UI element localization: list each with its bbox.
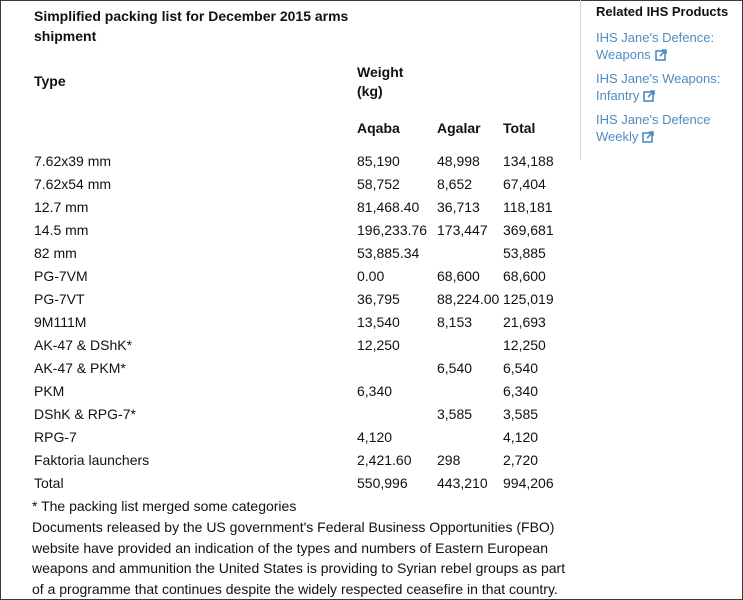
cell-agalar: 88,224.00 xyxy=(437,291,500,307)
table-row xyxy=(22,311,582,334)
cell-total: 3,585 xyxy=(503,406,539,422)
cell-type: 9M111M xyxy=(34,314,87,330)
external-link-icon xyxy=(642,131,654,148)
table-row xyxy=(22,449,582,472)
table-row xyxy=(22,403,582,426)
cell-total: 6,540 xyxy=(503,360,539,376)
cell-type: AK-47 & DShK* xyxy=(34,337,133,353)
table-title: Simplified packing list for December 2015 arms shipment xyxy=(34,8,349,44)
cell-total: 21,693 xyxy=(503,314,546,330)
sidebar-divider xyxy=(580,0,581,160)
cell-type: DShK & RPG-7* xyxy=(34,406,136,422)
cell-agalar: 8,153 xyxy=(437,314,473,330)
cell-aqaba: 196,233.76 xyxy=(357,222,428,238)
related-link-defence-weapons[interactable] xyxy=(596,30,736,65)
table-row xyxy=(22,150,582,173)
cell-agalar: 36,713 xyxy=(437,199,480,215)
external-link-icon xyxy=(655,49,667,66)
cell-type: Total xyxy=(34,475,64,491)
related-link-label: IHS Jane's Defence: Weapons xyxy=(596,30,715,62)
table-row xyxy=(22,219,582,242)
cell-aqaba: 6,340 xyxy=(357,383,393,399)
header-type: Type xyxy=(34,73,66,89)
header-agalar: Agalar xyxy=(437,120,481,136)
cell-type: PKM xyxy=(34,383,65,399)
table-row xyxy=(22,288,582,311)
cell-total: 118,181 xyxy=(503,199,553,215)
cell-type: PG-7VT xyxy=(34,291,85,307)
cell-aqaba: 13,540 xyxy=(357,314,400,330)
header-total: Total xyxy=(503,120,536,136)
cell-agalar: 6,540 xyxy=(437,360,473,376)
cell-aqaba: 36,795 xyxy=(357,291,400,307)
cell-agalar: 173,447 xyxy=(437,222,488,238)
table-footnote: * The packing list merged some categories xyxy=(32,498,297,514)
table-row xyxy=(22,173,582,196)
cell-aqaba: 4,120 xyxy=(357,429,393,445)
table-row xyxy=(22,242,582,265)
cell-total: 134,188 xyxy=(503,153,554,169)
cell-total: 68,600 xyxy=(503,268,546,284)
cell-agalar: 298 xyxy=(437,452,461,468)
cell-type: 7.62x54 mm xyxy=(34,176,112,192)
related-link-label: IHS Jane's Defence Weekly xyxy=(596,112,711,144)
header-weight: Weight (kg) xyxy=(357,64,404,99)
table-row xyxy=(22,426,582,449)
related-link-weapons-infantry[interactable] xyxy=(596,71,736,106)
cell-type: 7.62x39 mm xyxy=(34,153,112,169)
cell-aqaba: 81,468.40 xyxy=(357,199,420,215)
header-aqaba: Aqaba xyxy=(357,120,400,136)
cell-total: 125,019 xyxy=(503,291,554,307)
cell-type: AK-47 & PKM* xyxy=(34,360,126,376)
cell-type: Faktoria launchers xyxy=(34,452,150,468)
cell-aqaba: 0.00 xyxy=(357,268,385,284)
cell-total: 6,340 xyxy=(503,383,539,399)
table-row xyxy=(22,380,582,403)
cell-aqaba: 12,250 xyxy=(357,337,400,353)
article-paragraph: Documents released by the US government's Federal Business Opportunities (FBO) website have provided an indication of the types and numbers of Eastern European weapons and ammunition the United States is providing to Syrian rebel groups as part of a programme that continues despite the widely respected ceasefire in that country. xyxy=(32,519,566,597)
cell-aqaba: 85,190 xyxy=(357,153,400,169)
related-link-defence-weekly[interactable] xyxy=(596,112,736,147)
table-row xyxy=(22,265,582,288)
table-row xyxy=(22,334,582,357)
cell-total: 994,206 xyxy=(503,475,554,491)
cell-agalar: 68,600 xyxy=(437,268,480,284)
table-row xyxy=(22,196,582,219)
cell-agalar: 8,652 xyxy=(437,176,473,192)
cell-type: 12.7 mm xyxy=(34,199,89,215)
cell-type: RPG-7 xyxy=(34,429,77,445)
table-row xyxy=(22,357,582,380)
cell-total: 12,250 xyxy=(503,337,546,353)
cell-type: 14.5 mm xyxy=(34,222,89,238)
cell-total: 4,120 xyxy=(503,429,539,445)
cell-agalar: 48,998 xyxy=(437,153,480,169)
cell-total: 67,404 xyxy=(503,176,546,192)
cell-aqaba: 53,885.34 xyxy=(357,245,420,261)
cell-type: 82 mm xyxy=(34,245,77,261)
cell-total: 53,885 xyxy=(503,245,546,261)
cell-agalar: 443,210 xyxy=(437,475,488,491)
cell-aqaba: 58,752 xyxy=(357,176,400,192)
related-link-label: IHS Jane's Weapons: Infantry xyxy=(596,71,721,103)
cell-total: 2,720 xyxy=(503,452,539,468)
cell-type: PG-7VM xyxy=(34,268,88,284)
cell-aqaba: 2,421.60 xyxy=(357,452,412,468)
cell-total: 369,681 xyxy=(503,222,554,238)
external-link-icon xyxy=(643,90,655,107)
cell-agalar: 3,585 xyxy=(437,406,473,422)
table-row xyxy=(22,472,582,495)
related-products-title: Related IHS Products xyxy=(596,4,729,19)
cell-aqaba: 550,996 xyxy=(357,475,408,491)
